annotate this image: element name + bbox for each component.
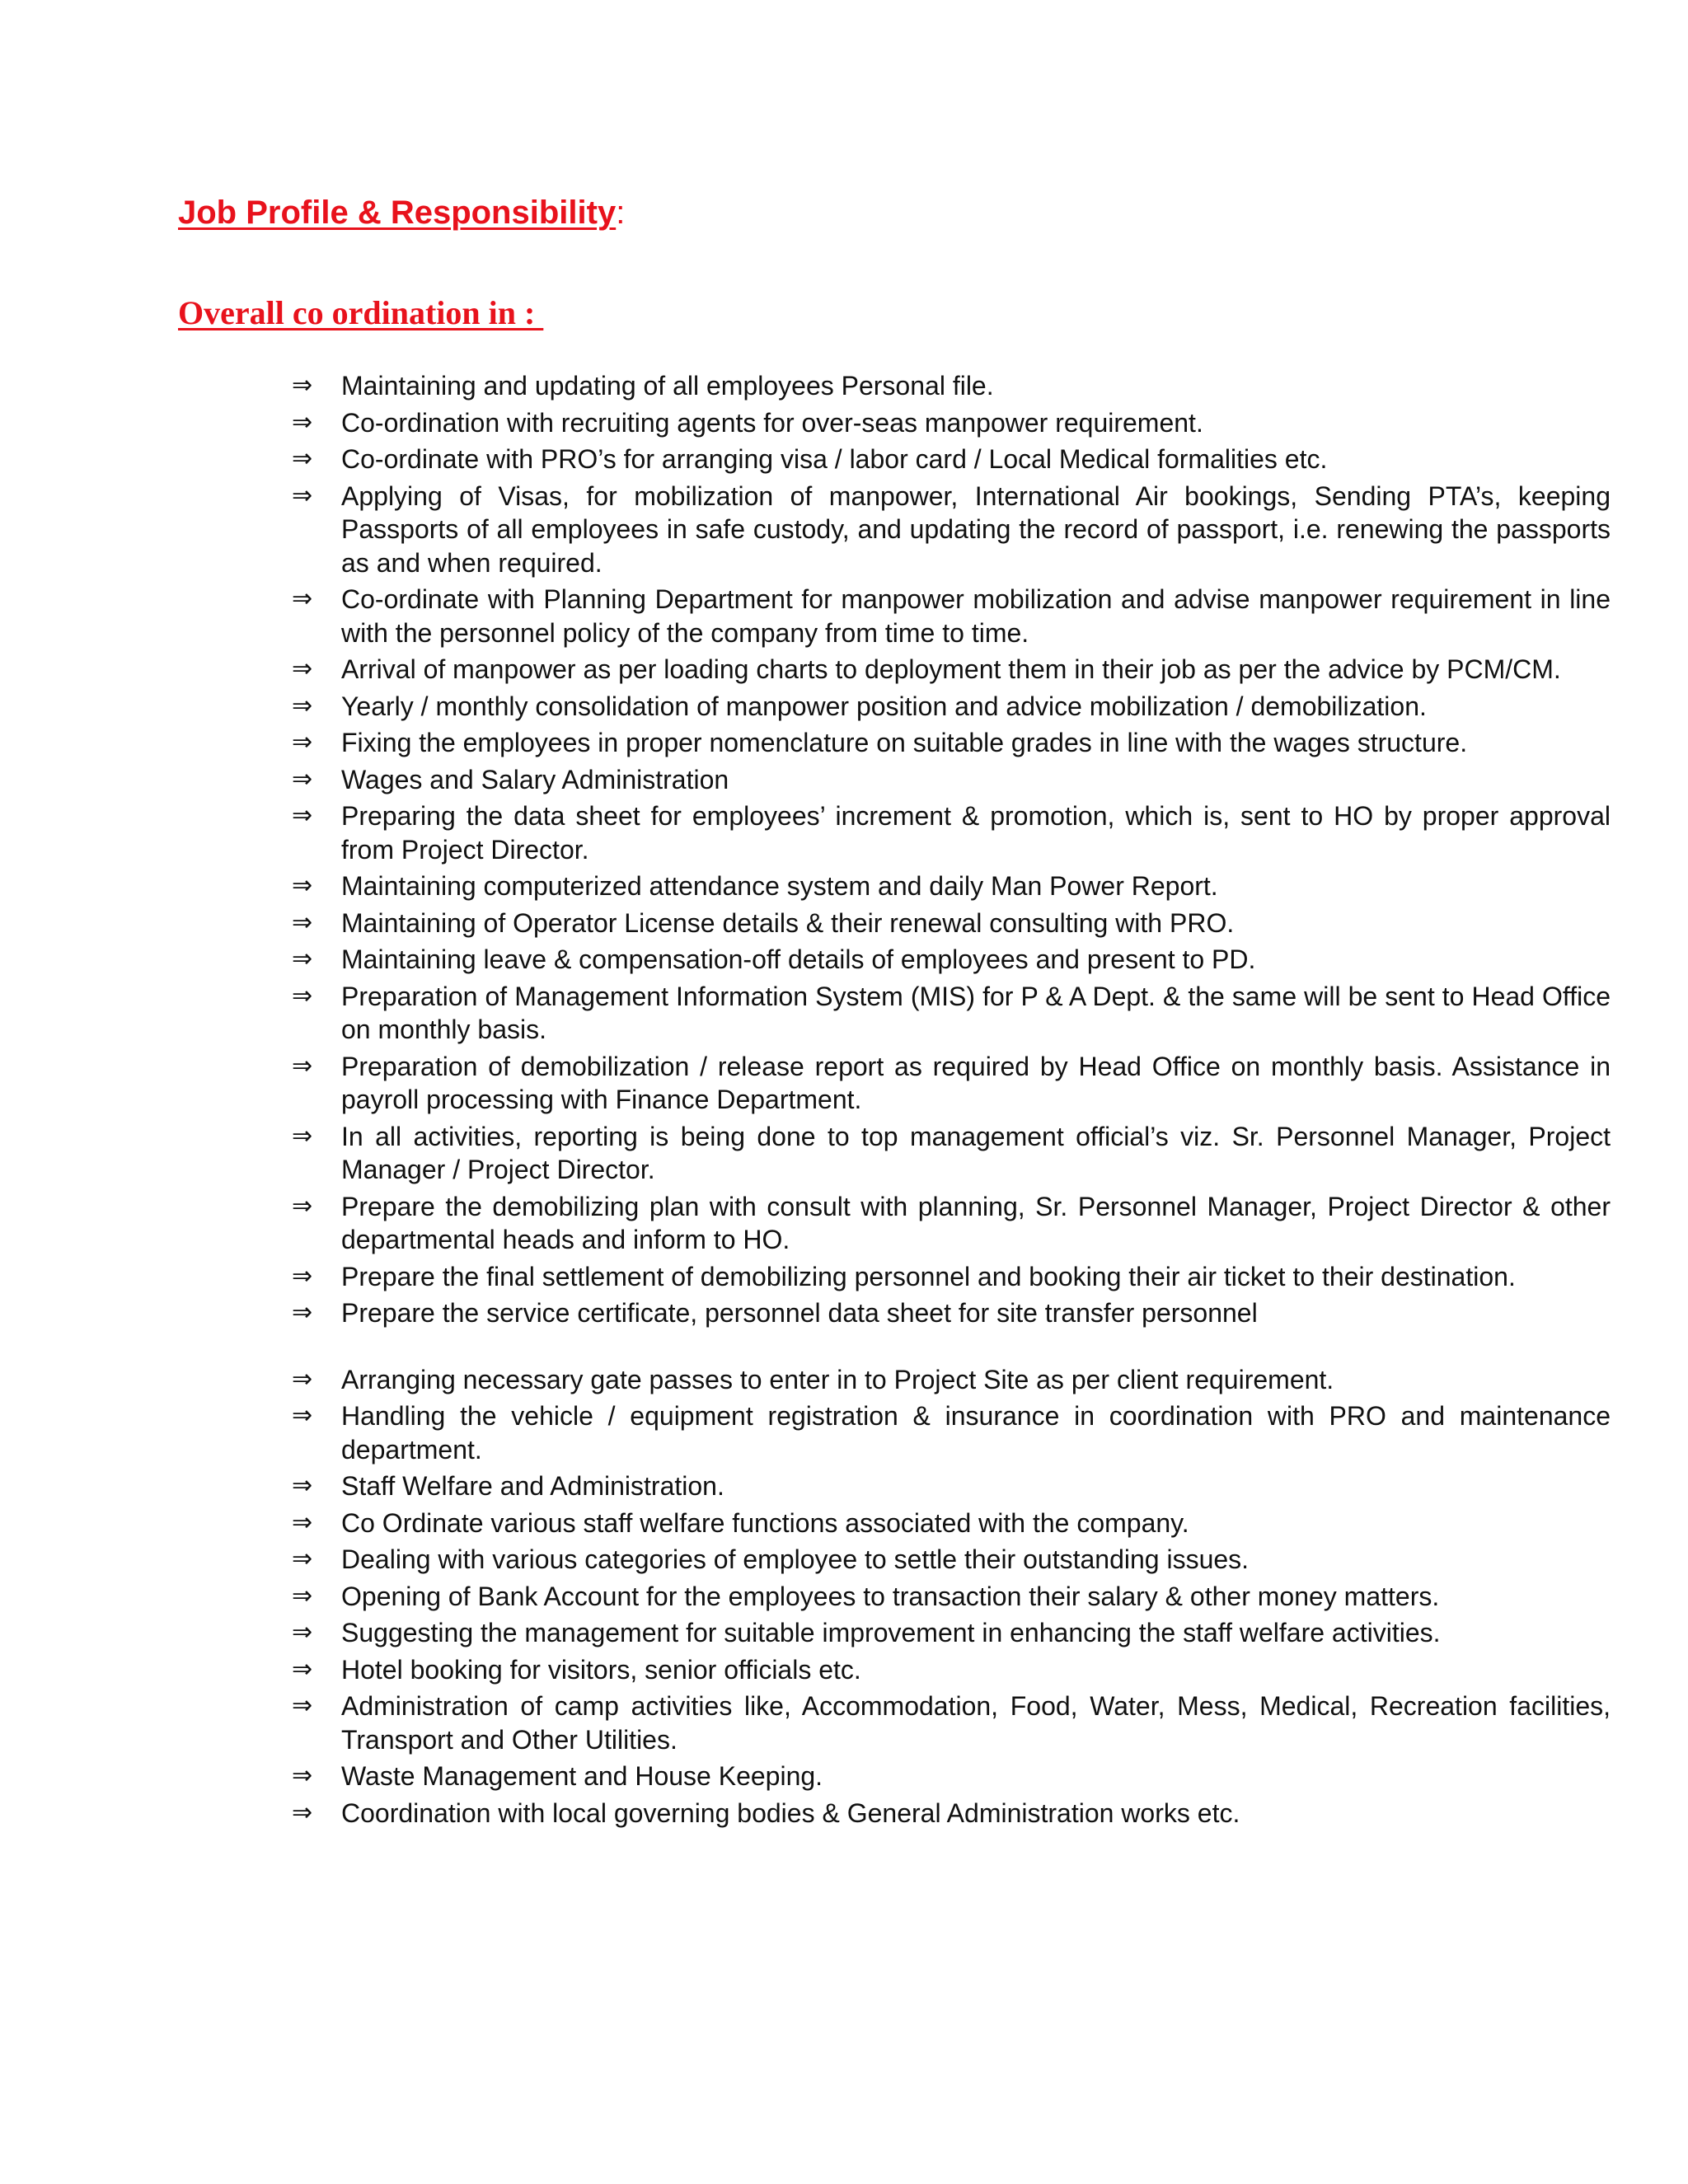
arrow-bullet-icon: ⇒	[292, 1691, 313, 1720]
arrow-bullet-icon: ⇒	[292, 584, 313, 613]
list-item-text: Handling the vehicle / equipment registration & insurance in coordination with PRO and maintenance department.	[341, 1401, 1611, 1465]
list-item-text: Co-ordinate with Planning Department for manpower mobilization and advise manpower requirement in line with the personnel policy of the company from time to time.	[341, 584, 1611, 648]
list-item	[292, 1797, 1611, 1830]
arrow-bullet-icon: ⇒	[292, 981, 313, 1010]
arrow-bullet-icon: ⇒	[292, 1581, 313, 1610]
arrow-bullet-icon: ⇒	[292, 944, 313, 973]
list-item	[292, 1296, 1611, 1330]
list-item	[292, 907, 1611, 940]
arrow-bullet-icon: ⇒	[292, 1191, 313, 1221]
arrow-bullet-icon: ⇒	[292, 1544, 313, 1573]
list-item	[292, 1653, 1611, 1687]
list-item-text: Arranging necessary gate passes to enter in to Project Site as per client requirement.	[341, 1364, 1334, 1394]
list-item-text: In all activities, reporting is being done to top management official’s viz. Sr. Personnel Manager, Project Manager / Project Director.	[341, 1121, 1611, 1184]
list-item-text: Maintaining of Operator License details & their renewal consulting with PRO.	[341, 907, 1235, 938]
list-item	[292, 726, 1611, 760]
responsibility-list	[292, 369, 1611, 1833]
list-item	[292, 943, 1611, 977]
list-item	[292, 763, 1611, 797]
list-item-text: Preparing the data sheet for employees’ increment & promotion, which is, sent to HO by proper approval from Project Director.	[341, 801, 1611, 865]
list-item	[292, 369, 1611, 403]
list-item-text: Dealing with various categories of employee to settle their outstanding issues.	[341, 1544, 1250, 1574]
list-item	[292, 1616, 1611, 1650]
arrow-bullet-icon: ⇒	[292, 654, 313, 683]
arrow-bullet-icon: ⇒	[292, 371, 313, 400]
list-item-text: Prepare the service certificate, personnel data sheet for site transfer personnel	[341, 1298, 1258, 1328]
arrow-bullet-icon: ⇒	[292, 1051, 313, 1080]
arrow-bullet-icon: ⇒	[292, 1121, 313, 1151]
list-item	[292, 1469, 1611, 1503]
arrow-bullet-icon: ⇒	[292, 1261, 313, 1291]
arrow-bullet-icon: ⇒	[292, 1654, 313, 1684]
list-item-text: Co-ordination with recruiting agents for over-seas manpower requirement.	[341, 407, 1203, 438]
arrow-bullet-icon: ⇒	[292, 907, 313, 937]
arrow-bullet-icon: ⇒	[292, 1797, 313, 1827]
arrow-bullet-icon: ⇒	[292, 444, 313, 473]
section-heading-title: Job Profile & Responsibility	[178, 194, 617, 231]
list-item-text: Prepare the demobilizing plan with consult with planning, Sr. Personnel Manager, Project Director & other departmental heads and inform to HO.	[341, 1191, 1611, 1254]
list-item-text: Preparation of Management Information System (MIS) for P & A Dept. & the same will be sent to Head Office on monthly basis.	[341, 981, 1611, 1044]
list-item	[292, 406, 1611, 440]
arrow-bullet-icon: ⇒	[292, 871, 313, 900]
section-heading	[178, 190, 625, 236]
list-item-text: Waste Management and House Keeping.	[341, 1761, 823, 1791]
list-item-text: Suggesting the management for suitable improvement in enhancing the staff welfare activities.	[341, 1618, 1441, 1647]
list-item	[292, 480, 1611, 580]
arrow-bullet-icon: ⇒	[292, 1401, 313, 1430]
list-item	[292, 1190, 1611, 1257]
list-item-text: Hotel booking for visitors, senior officials etc.	[341, 1654, 861, 1685]
list-item	[292, 799, 1611, 866]
arrow-bullet-icon: ⇒	[292, 1507, 313, 1537]
sub-heading: Overall co ordination in :	[178, 294, 544, 331]
list-item	[292, 583, 1611, 649]
list-item	[292, 1120, 1611, 1187]
list-item	[292, 653, 1611, 687]
list-item-text: Staff Welfare and Administration.	[341, 1471, 724, 1501]
list-item	[292, 690, 1611, 724]
list-item-text: Opening of Bank Account for the employees to transaction their salary & other money matters.	[341, 1581, 1440, 1611]
list-item-text: Maintaining computerized attendance system and daily Man Power Report.	[341, 871, 1218, 901]
arrow-bullet-icon: ⇒	[292, 1471, 313, 1500]
arrow-bullet-icon: ⇒	[292, 407, 313, 437]
list-item	[292, 1507, 1611, 1540]
list-item	[292, 443, 1611, 476]
list-item	[292, 1260, 1611, 1294]
list-item-text: Prepare the final settlement of demobilizing personnel and booking their air ticket to their destination.	[341, 1261, 1516, 1291]
list-item	[292, 1050, 1611, 1117]
list-item-text: Co-ordinate with PRO’s for arranging visa / labor card / Local Medical formalities etc.	[341, 444, 1328, 474]
list-item-text: Maintaining and updating of all employees Personal file.	[341, 371, 994, 401]
list-item-text: Administration of camp activities like, Accommodation, Food, Water, Mess, Medical, Recreation facilities, Transport and Other Utilities.	[341, 1691, 1611, 1755]
arrow-bullet-icon: ⇒	[292, 1298, 313, 1327]
list-item-text: Yearly / monthly consolidation of manpower position and advice mobilization / demobilization.	[341, 691, 1427, 721]
arrow-bullet-icon: ⇒	[292, 480, 313, 510]
list-item	[292, 1363, 1611, 1397]
list-item	[292, 1690, 1611, 1756]
arrow-bullet-icon: ⇒	[292, 801, 313, 830]
list-item	[292, 1580, 1611, 1614]
list-item-text: Wages and Salary Administration	[341, 764, 729, 794]
list-item	[292, 1760, 1611, 1793]
list-item	[292, 980, 1611, 1047]
arrow-bullet-icon: ⇒	[292, 1618, 313, 1647]
list-item-text: Co Ordinate various staff welfare functions associated with the company.	[341, 1507, 1189, 1538]
section-heading-colon: :	[616, 194, 626, 231]
arrow-bullet-icon: ⇒	[292, 764, 313, 794]
list-item-text: Maintaining leave & compensation-off details of employees and present to PD.	[341, 944, 1256, 974]
arrow-bullet-icon: ⇒	[292, 691, 313, 720]
list-item-text: Applying of Visas, for mobilization of manpower, International Air bookings, Sending PTA’s, keeping Passports of all employees in safe custody, and updating the record of passport, i.e. renewing the passports as and when required.	[341, 480, 1611, 578]
list-item-text: Fixing the employees in proper nomenclature on suitable grades in line with the wages structure.	[341, 728, 1468, 757]
list-item-text: Arrival of manpower as per loading charts to deployment them in their job as per the advice by PCM/CM.	[341, 654, 1561, 684]
arrow-bullet-icon: ⇒	[292, 1364, 313, 1394]
arrow-bullet-icon: ⇒	[292, 728, 313, 757]
list-item	[292, 1543, 1611, 1577]
list-item	[292, 869, 1611, 903]
list-item-text: Preparation of demobilization / release report as required by Head Office on monthly basis. Assistance in payroll processing with Finance Department.	[341, 1051, 1611, 1114]
list-item-text: Coordination with local governing bodies & General Administration works etc.	[341, 1797, 1240, 1828]
arrow-bullet-icon: ⇒	[292, 1761, 313, 1790]
list-item	[292, 1399, 1611, 1466]
